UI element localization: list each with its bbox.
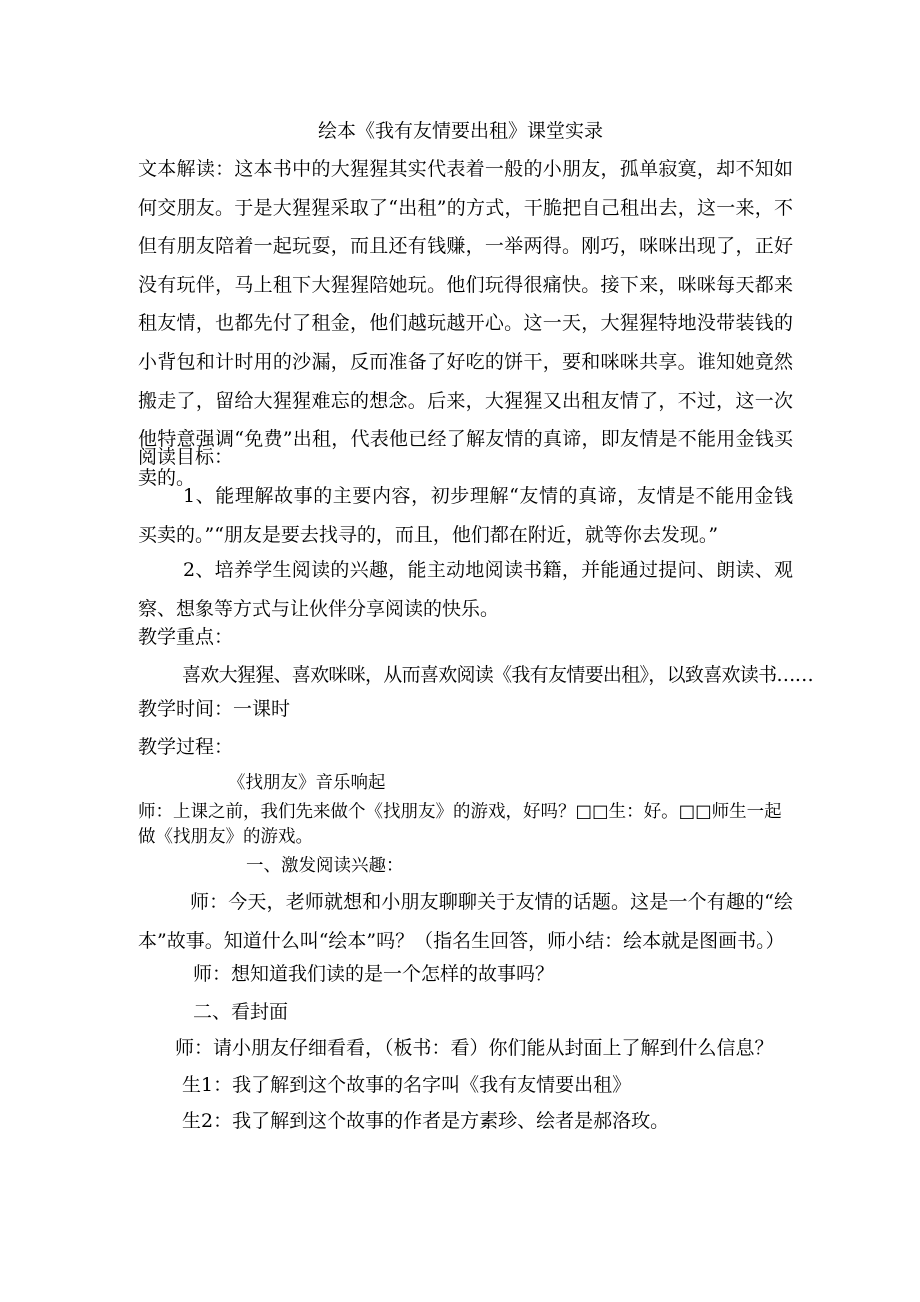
music-line: 《找朋友》音乐响起 xyxy=(228,773,386,793)
focus-heading: 教学重点： xyxy=(138,626,234,648)
goals-heading: 阅读目标： xyxy=(138,446,234,468)
student-line-2: 生2：我了解到这个故事的作者是方素珍、绘者是郝洛玫。 xyxy=(182,1110,670,1132)
teacher-line-1: 师：今天，老师就想和小朋友聊聊关于友情的话题。这是一个有趣的“绘本”故事。知道什么叫“绘本”吗？（指名生回答，师小结：绘本就是图画书。） xyxy=(138,891,793,952)
focus-text: 喜欢大猩猩、喜欢咪咪，从而喜欢阅读《我有友情要出租》，以致喜欢读书…… xyxy=(182,664,814,686)
teaching-time: 教学时间：一课时 xyxy=(138,698,291,720)
teacher-line-2: 师：想知道我们读的是一个怎样的故事吗？ xyxy=(193,963,555,985)
section-heading-2: 二、看封面 xyxy=(193,1001,289,1023)
document-title: 绘本《我有友情要出租》课堂实录 xyxy=(318,120,604,142)
teacher-line-3: 师：请小朋友仔细看看，（板书：看）你们能从封面上了解到什么信息？ xyxy=(175,1037,774,1059)
student-line-1: 生1：我了解到这个故事的名字叫《我有友情要出租》 xyxy=(182,1074,632,1096)
goal-item-2: 2、培养学生阅读的兴趣，能主动地阅读书籍，并能通过提问、朗读、观察、想象等方式与让伙伴分享阅读的快乐。 xyxy=(138,559,793,620)
dialog-game: 师：上课之前，我们先来做个《找朋友》的游戏，好吗？□□生：好。□□师生一起做《找朋友》的游戏。 xyxy=(138,802,782,847)
intro-paragraph: 文本解读：这本书中的大猩猩其实代表着一般的小朋友，孤单寂寞，却不知如何交朋友。于是大猩猩采取了“出租”的方式，干脆把自己租出去，这一来，不但有朋友陪着一起玩耍，而且还有钱赚，一举两得。刚巧，咪咪出现了，正好没有玩伴，马上租下大猩猩陪她玩。他们玩得很痛快。接下来，咪咪每天都来租友情，也都先付了租金，他们越玩越开心。这一天，大猩猩特地没带装钱的小背包和计时用的沙漏，反而准备了好吃的饼干，要和咪咪共享。谁知她竟然搬走了，留给大猩猩难忘的想念。后来，大猩猩又出租友情了，不过，这一次他特意强调“免费”出租，代表他已经了解友情的真谛，即友情是不能用金钱买卖的。 xyxy=(138,158,793,489)
process-heading: 教学过程： xyxy=(138,736,234,758)
section-heading-1: 一、激发阅读兴趣： xyxy=(246,856,404,876)
goal-item-1: 1、能理解故事的主要内容，初步理解“友情的真谛，友情是不能用金钱买卖的。”“朋友是要去找寻的，而且，他们都在附近，就等你去发现。” xyxy=(138,485,793,546)
